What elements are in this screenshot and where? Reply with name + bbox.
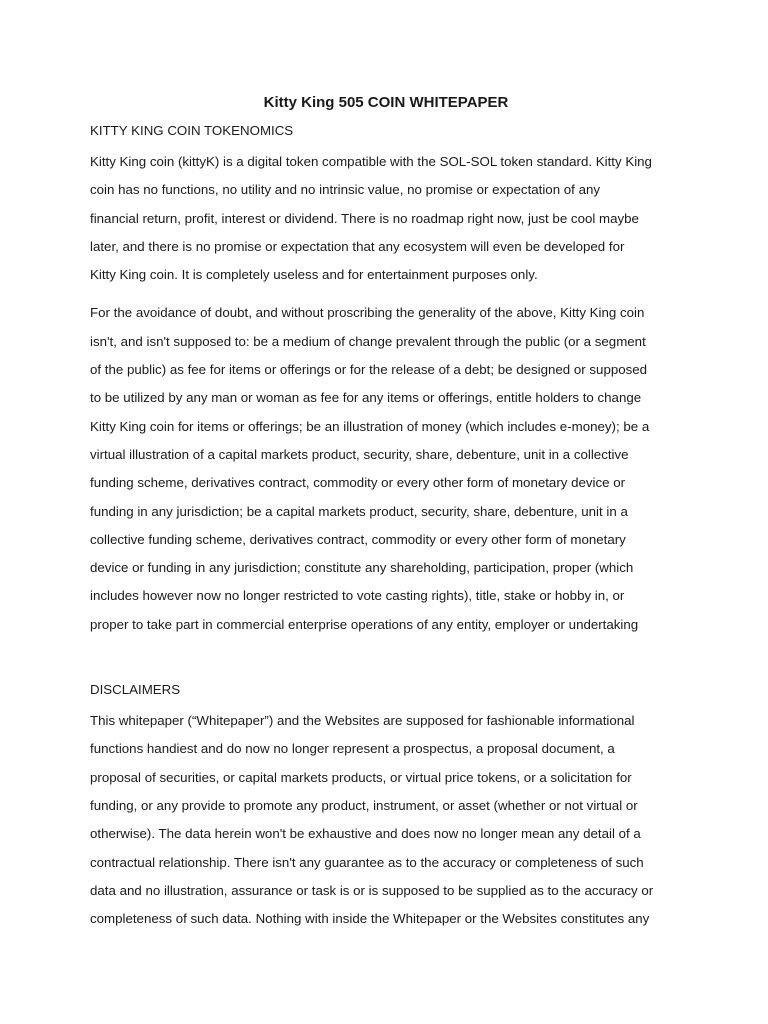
document-title: Kitty King 505 COIN WHITEPAPER bbox=[263, 94, 509, 111]
text-line: later, and there is no promise or expectation that any ecosystem will even be developed for bbox=[90, 238, 625, 254]
text-line: collective funding scheme, derivatives contract, commodity or every other form of monetary bbox=[90, 531, 626, 547]
text-line: completeness of such data. Nothing with inside the Whitepaper or the Websites constitutes any bbox=[90, 911, 650, 927]
text-line: For the avoidance of doubt, and without proscribing the generality of the above, Kitty King coin bbox=[90, 305, 645, 321]
text-line: financial return, profit, interest or dividend. There is no roadmap right now, just be cool maybe bbox=[90, 210, 639, 226]
text-line: includes however now no longer restricted to vote casting rights), title, stake or hobby in, or bbox=[90, 588, 625, 604]
text-line: funding, or any provide to promote any product, instrument, or asset (whether or not virtual or bbox=[90, 797, 638, 813]
text-line: funding in any jurisdiction; be a capital markets product, security, share, debenture, unit in a bbox=[90, 503, 628, 519]
text-line: Kitty King coin (kittyK) is a digital token compatible with the SOL-SOL token standard. Kitty King bbox=[90, 154, 652, 169]
tokenomics-paragraph-1 bbox=[90, 148, 682, 289]
text-line: isn't, and isn't supposed to: be a medium of change prevalent through the public (or a segment bbox=[90, 333, 646, 349]
text-line: data and no illustration, assurance or task is or is supposed to be supplied as to the accuracy or bbox=[90, 882, 654, 898]
text-line: Kitty King coin. It is completely useless and for entertainment purposes only. bbox=[90, 267, 538, 283]
tokenomics-paragraph-2 bbox=[90, 299, 682, 639]
disclaimers-paragraph-1 bbox=[90, 707, 682, 933]
text-line: proposal of securities, or capital markets products, or virtual price tokens, or a solicitation for bbox=[90, 769, 632, 785]
text-line: proper to take part in commercial enterprise operations of any entity, employer or undertaking bbox=[90, 616, 639, 632]
text-line: This whitepaper (“Whitepaper”) and the Websites are supposed for fashionable informational bbox=[90, 713, 635, 729]
text-line: funding scheme, derivatives contract, commodity or every other form of monetary device or bbox=[90, 475, 626, 491]
text-line: contractual relationship. There isn't any guarantee as to the accuracy or completeness of such bbox=[90, 854, 644, 870]
text-line: Kitty King coin for items or offerings; be an illustration of money (which includes e-money); be a bbox=[90, 418, 650, 434]
section-heading-tokenomics: KITTY KING COIN TOKENOMICS bbox=[90, 123, 294, 138]
document-body bbox=[90, 92, 682, 943]
text-line: coin has no functions, no utility and no intrinsic value, no promise or expectation of any bbox=[90, 182, 601, 198]
section-tokenomics bbox=[90, 120, 682, 639]
section-gap bbox=[90, 649, 682, 679]
text-line: to be utilized by any man or woman as fee for any items or offerings, entitle holders to change bbox=[90, 390, 642, 406]
text-line: device or funding in any jurisdiction; constitute any shareholding, participation, proper (which bbox=[90, 560, 634, 576]
text-line: virtual illustration of a capital markets product, security, share, debenture, unit in a collective bbox=[90, 446, 629, 462]
text-line: functions handiest and do now no longer represent a prospectus, a proposal document, a bbox=[90, 741, 615, 757]
text-line: of the public) as fee for items or offerings or for the release of a debt; be designed or supposed bbox=[90, 362, 648, 378]
section-disclaimers bbox=[90, 679, 682, 933]
text-line: otherwise). The data herein won't be exhaustive and does now no longer mean any detail of a bbox=[90, 826, 641, 842]
section-heading-disclaimers: DISCLAIMERS bbox=[90, 682, 181, 698]
